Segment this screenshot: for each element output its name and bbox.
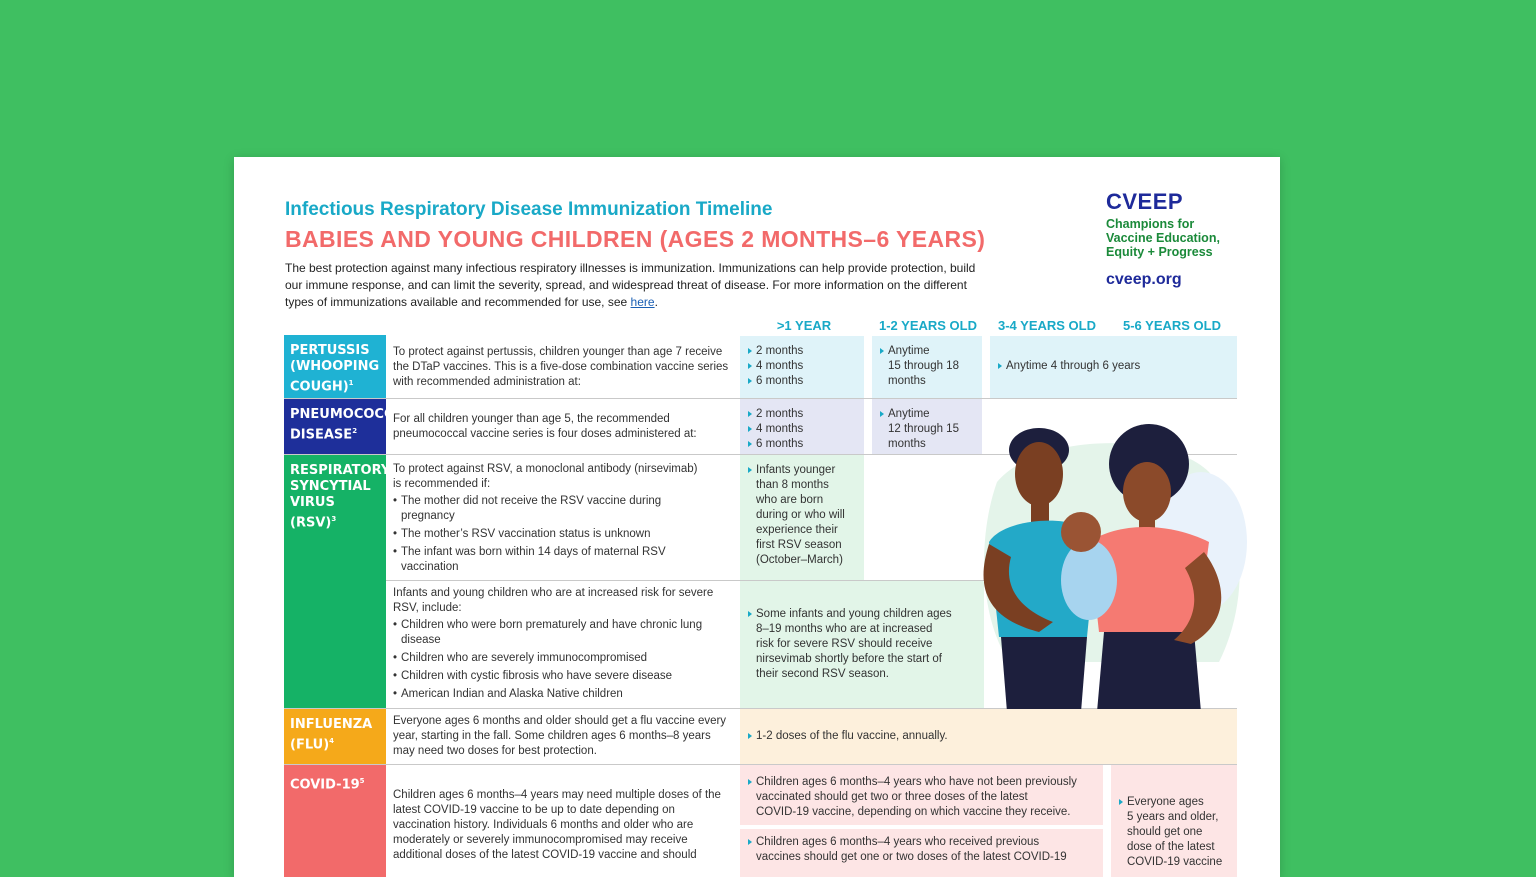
- logo-url[interactable]: cveep.org: [1106, 271, 1182, 288]
- woman-pants: [1097, 632, 1201, 712]
- cveep-logo: [1106, 189, 1220, 289]
- disease-label-rsv: RESPIRATORY SYNCYTIAL VIRUS (RSV)$^3$: [284, 455, 386, 708]
- influenza-all-ages-cell: 1-2 doses of the flu vaccine, annually.: [740, 709, 1237, 764]
- column-header-under-1: >1 YEAR: [776, 318, 832, 333]
- pneumococcal-under-1-cell: 2 months 4 months 6 months: [740, 399, 864, 454]
- rsv-under-1-cell: Infants younger than 8 months who are born during or who will experience their first RSV season (October–March): [740, 455, 864, 580]
- pertussis-under-1-cell: 2 months 4 months 6 months: [740, 336, 864, 398]
- rsv-criteria-list: • The mother did not receive the RSV vaccine during pregnancy • The mother’s RSV vaccination status is unknown • The infant was born within 14 days of maternal RSV vaccination: [393, 494, 708, 575]
- disease-label-influenza: INFLUENZA (FLU)$^4$: [284, 709, 386, 764]
- baby-head: [1061, 512, 1101, 552]
- disease-label-covid: COVID-$19^5$: [284, 765, 386, 877]
- document-title: Infectious Respiratory Disease Immunization Timeline: [285, 199, 773, 220]
- pneumococcal-description: For all children younger than age 5, the recommended pneumococcal vaccine series is four doses administered at:: [393, 413, 697, 440]
- logo-mark: CVEEP: [1106, 189, 1184, 214]
- column-header-3-4: 3-4 YEARS OLD: [997, 318, 1096, 333]
- pertussis-1-2-cell: Anytime 15 through 18 months: [872, 336, 982, 398]
- pneumococcal-1-2-cell: Anytime 12 through 15 months: [872, 399, 982, 454]
- covid-description: Children ages 6 months–4 years may need multiple doses of the latest COVID-19 vaccine to be up to date depending on vaccination history. Individuals 6 months and older who are moderately or severely immunocompromised may receive additional doses of the latest COVID-19 vaccine and should: [393, 789, 721, 861]
- disease-label-pneumococcal: PNEUMOCOCCAL DISEASE$^2$: [284, 399, 386, 454]
- family-illustration: [969, 412, 1249, 712]
- here-link[interactable]: here: [630, 295, 655, 309]
- pertussis-3-6-cell: Anytime 4 through 6 years: [990, 336, 1237, 398]
- baby-blanket: [1061, 540, 1117, 620]
- covid-unvaccinated-cell: Children ages 6 months–4 years who have not been previously vaccinated should get two or three doses of the latest COVID-19 vaccine, depending on which vaccine they receive.: [740, 765, 1103, 825]
- document-subtitle: BABIES AND YOUNG CHILDREN (AGES 2 MONTHS–6 YEARS): [285, 226, 986, 252]
- fact-sheet-page: [234, 157, 1280, 877]
- intro-paragraph: The best protection against many infectious respiratory illnesses is immunization. Immunizations can help provide protection, build our immune response, and can limit the severity, spread, and widespread threat of disease. For more information on the different types of immunizations available and recommended for use, see here.: [285, 261, 976, 309]
- pertussis-description: To protect against pertussis, children younger than age 7 receive the DTaP vaccines. This is a five-dose combination vaccine series with recommended administration at:: [393, 346, 729, 388]
- logo-tagline: Champions for Vaccine Education, Equity + Progress: [1106, 217, 1220, 259]
- man-face: [1015, 442, 1063, 506]
- covid-5-plus-cell: Everyone ages 5 years and older, should get one dose of the latest COVID-19 vaccine: [1111, 765, 1237, 877]
- rsv-description-1: To protect against RSV, a monoclonal antibody (nirsevimab) is recommended if: • The mother did not receive the RSV vaccine during pregnancy • The mother’s RSV vaccination status is unknown • The infant was born within 14 days of maternal RSV vaccination: [393, 462, 708, 578]
- column-header-5-6: 5-6 YEARS OLD: [1122, 318, 1221, 333]
- rsv-risk-list: • Children who were born prematurely and have chronic lung disease • Children who are severely immunocompromised • Children with cystic fibrosis who have severe disease • American Indian and Alaska Native children: [393, 618, 718, 702]
- influenza-description: Everyone ages 6 months and older should get a flu vaccine every year, starting in the fall. Some children ages 6 months–8 years may need two doses for best protection.: [393, 715, 727, 757]
- column-header-1-2: 1-2 YEARS OLD: [878, 318, 977, 333]
- man-pants: [1001, 637, 1087, 712]
- woman-face: [1123, 462, 1171, 522]
- rsv-description-2: Infants and young children who are at increased risk for severe RSV, include: • Children who were born prematurely and have chronic lung disease • Children who are severely immunocompromised • Children with cystic fibrosis who have severe disease • American Indian and Alaska Native children: [393, 586, 718, 705]
- rsv-second-season-cell: Some infants and young children ages 8–19 months who are at increased risk for severe RSV should receive nirsevimab shortly before the start of their second RSV season.: [740, 581, 984, 708]
- covid-previously-vaccinated-cell: Children ages 6 months–4 years who received previous vaccines should get one or two doses of the latest COVID-19: [740, 829, 1103, 877]
- disease-label-pertussis: PERTUSSIS (WHOOPING COUGH)$^1$: [284, 335, 386, 398]
